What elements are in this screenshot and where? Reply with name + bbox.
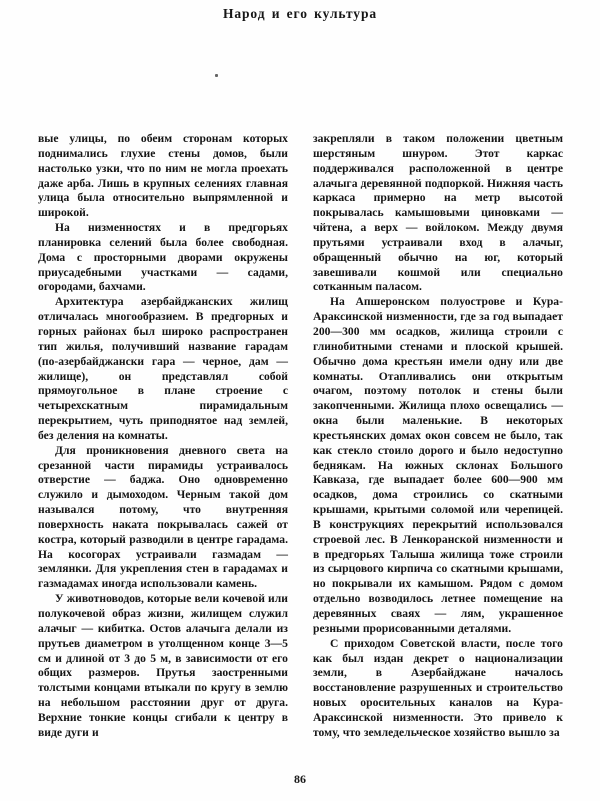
paragraph: вые улицы, по обеим сторонам которых поднимались глухие стены домов, были настолько узки, что по ним не могла проехать даже арба. Лишь в крупных селениях главная улица была относительно выпрямленной и широкой. [38,132,288,220]
page-number: 86 [294,772,306,786]
right-column [313,132,563,741]
paragraph: Для проникновения дневного света на срезанной части пирамиды устраивалось отверстие — баджа. Оно одновременно служило и дымоходом. Черным такой дом назывался потому, что внутренняя поверхность наката покрывалась сажей от костра, который разводили в центре гарадама. На косогорах устраивали газмадам — землянки. Для укрепления стен в гарадамах и газмадамах иногда использовали камень. [38,443,288,591]
paragraph: Архитектура азербайджанских жилищ отличалась многообразием. В предгорных и горных районах был широко распространен тип жилья, получивший название гарадам (по-азербайджански гара — черное, дам — жилище), он представлял собой прямоугольное в плане строение с четырехскатным пирамидальным перекрытием, чуть приподнятое над землей, без деления на комнаты. [38,295,288,442]
running-head: Народ и его культура [222,6,378,21]
paragraph: На Апшеронском полуострове и Кура-Араксинской низменности, где за год выпадает 200—300 мм осадков, жилища строили с глинобитными стенами и плоской крышей. Обычно дома крестьян имели одну или две комнаты. Отапливались они открытым очагом, поэтому потолок и стены были закопченными. Жилища плохо освещались — окна были маленькие. В некоторых крестьянских домах окон совсем не было, так как стекло стоило дорого и было недоступно беднякам. На южных склонах Большого Кавказа, где выпадает более 600—900 мм осадков, дома строились со скатными крышами, крытыми соломой или черепицей. В конструкциях перекрытий использовался строевой лес. В Ленкоранской низменности и в предгорьях Талыша жилища тоже строили из сырцового кирпича со скатными крышами, но покрывали их камышом. Рядом с домом отдельно возводилось летнее помещение на деревянных сваях — лям, украшенное резными прорисованными деталями. [313,295,563,635]
text-columns [38,132,563,741]
paragraph: С приходом Советской власти, после того как был издан декрет о национализации земли, в Азербайджане началось восстановление разрушенных и строительство новых оросительных каналов на Кура-Араксинской низменности. Это привело к тому, что земледельческое хозяйство вышло за [313,636,563,739]
ink-speck-artifact [215,74,218,77]
left-column [38,132,288,741]
paragraph: закрепляли в таком положении цветным шерстяным шнуром. Этот каркас поддерживался расположенной в центре алачыга деревянной подпоркой. Нижняя часть каркаса примерно на метр высотой покрывалась камышовыми циновками — чйтена, а верх — войлоком. Между двумя прутьями устраивали вход в алачыг, обращенный обычно на юг, который завешивали кошмой или специально сотканным паласом. [313,132,563,294]
paragraph: На низменностях и в предгорьях планировка селений была более свободная. Дома с просторными дворами окружены приусадебными участками — садами, огородами, бахчами. [38,221,288,294]
paragraph: У животноводов, которые вели кочевой или полукочевой образ жизни, жилищем служил алачыг — кибитка. Остов алачыга делали из прутьев диаметром в утолщенном конце 3—5 см и длиной от 3 до 5 м, в зависимости от его общих размеров. Прутья заостренными толстыми концами втыкали по кругу в землю на небольшом расстоянии друг от друга. Верхние тонкие концы сгибали к центру в виде дуги и [38,592,288,739]
